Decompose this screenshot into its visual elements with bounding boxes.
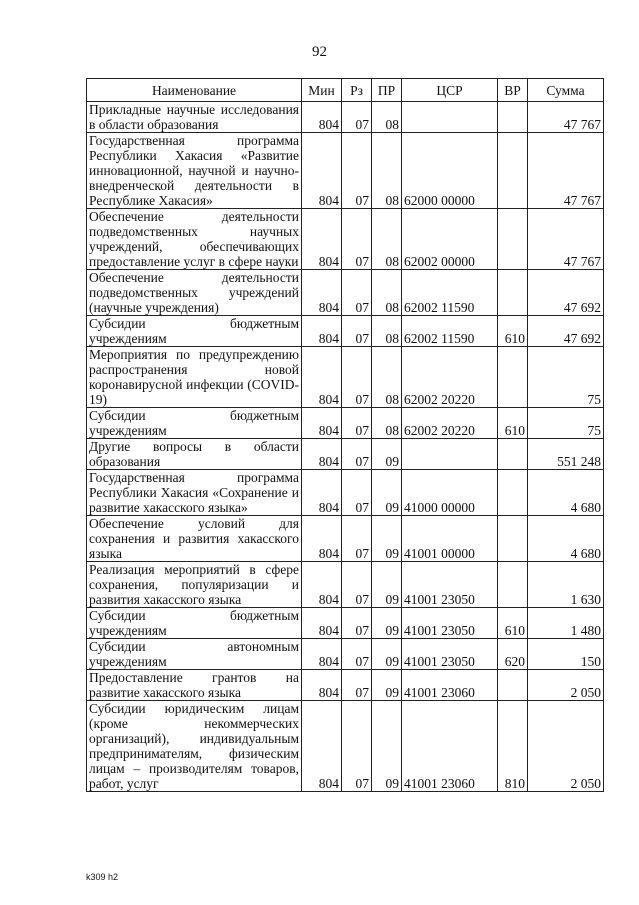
row-vr (498, 516, 528, 562)
row-min: 804 (302, 608, 342, 639)
table-row (87, 439, 604, 470)
row-vr (498, 270, 528, 316)
row-min: 804 (302, 470, 342, 516)
row-vr: 610 (498, 316, 528, 347)
row-csr: 62002 00000 (402, 209, 498, 270)
row-name: Предоставление грантов на развитие хакасского языка (87, 670, 302, 701)
row-pr: 09 (372, 562, 402, 608)
row-pr: 08 (372, 408, 402, 439)
row-pr: 09 (372, 639, 402, 670)
table-row (87, 608, 604, 639)
row-rz: 07 (342, 133, 372, 209)
row-name: Субсидии бюджетным учреждениям (87, 316, 302, 347)
row-name: Государственная программа Республики Хакасия «Развитие инновационной, научной и научно-внедренческой деятельности в Республике Хакасия» (87, 133, 302, 209)
row-rz: 07 (342, 347, 372, 408)
row-pr: 08 (372, 133, 402, 209)
table-row (87, 470, 604, 516)
row-sum: 47 767 (528, 133, 604, 209)
row-name: Субсидии автономным учреждениям (87, 639, 302, 670)
row-min: 804 (302, 562, 342, 608)
row-sum: 4 680 (528, 470, 604, 516)
row-csr: 62002 20220 (402, 347, 498, 408)
row-csr: 62002 11590 (402, 316, 498, 347)
row-rz: 07 (342, 439, 372, 470)
row-rz: 07 (342, 516, 372, 562)
table-row (87, 639, 604, 670)
row-vr (498, 102, 528, 133)
row-sum: 47 767 (528, 209, 604, 270)
row-name: Прикладные научные исследования в области образования (87, 102, 302, 133)
row-sum: 150 (528, 639, 604, 670)
row-rz: 07 (342, 701, 372, 792)
row-pr: 08 (372, 209, 402, 270)
row-rz: 07 (342, 270, 372, 316)
row-pr: 09 (372, 608, 402, 639)
row-sum: 4 680 (528, 516, 604, 562)
row-pr: 08 (372, 270, 402, 316)
row-csr: 62000 00000 (402, 133, 498, 209)
table-header-row (87, 79, 604, 102)
table-row (87, 316, 604, 347)
row-rz: 07 (342, 209, 372, 270)
row-pr: 08 (372, 347, 402, 408)
row-rz: 07 (342, 562, 372, 608)
row-csr: 62002 11590 (402, 270, 498, 316)
row-csr: 41001 23060 (402, 670, 498, 701)
table-row (87, 270, 604, 316)
row-min: 804 (302, 516, 342, 562)
row-min: 804 (302, 408, 342, 439)
row-rz: 07 (342, 670, 372, 701)
row-min: 804 (302, 102, 342, 133)
row-sum: 1 480 (528, 608, 604, 639)
row-sum: 75 (528, 408, 604, 439)
row-csr: 41001 00000 (402, 516, 498, 562)
row-vr: 610 (498, 608, 528, 639)
table-row (87, 562, 604, 608)
row-name: Субсидии бюджетным учреждениям (87, 608, 302, 639)
row-min: 804 (302, 639, 342, 670)
row-csr: 41001 23050 (402, 608, 498, 639)
table-row (87, 102, 604, 133)
row-rz: 07 (342, 470, 372, 516)
table-row (87, 516, 604, 562)
table-row (87, 408, 604, 439)
row-csr: 41001 23050 (402, 639, 498, 670)
row-sum: 47 692 (528, 316, 604, 347)
row-csr (402, 439, 498, 470)
row-vr (498, 670, 528, 701)
row-vr (498, 133, 528, 209)
row-pr: 08 (372, 316, 402, 347)
row-vr (498, 439, 528, 470)
row-min: 804 (302, 133, 342, 209)
row-name: Другие вопросы в области образования (87, 439, 302, 470)
row-sum: 47 767 (528, 102, 604, 133)
row-name: Государственная программа Республики Хакасия «Сохранение и развитие хакасского языка» (87, 470, 302, 516)
row-pr: 09 (372, 470, 402, 516)
column-header-pr: ПР (372, 79, 402, 102)
row-rz: 07 (342, 639, 372, 670)
row-vr: 610 (498, 408, 528, 439)
table-row (87, 209, 604, 270)
row-rz: 07 (342, 408, 372, 439)
column-header-min: Мин (302, 79, 342, 102)
row-name: Мероприятия по предупреждению распространения новой коронавирусной инфекции (COVID-19) (87, 347, 302, 408)
row-csr: 62002 20220 (402, 408, 498, 439)
row-min: 804 (302, 270, 342, 316)
row-min: 804 (302, 670, 342, 701)
row-csr: 41000 00000 (402, 470, 498, 516)
row-min: 804 (302, 347, 342, 408)
row-name: Реализация мероприятий в сфере сохранения, популяризации и развития хакасского языка (87, 562, 302, 608)
row-vr (498, 562, 528, 608)
row-min: 804 (302, 316, 342, 347)
table-row (87, 670, 604, 701)
row-pr: 09 (372, 701, 402, 792)
row-pr: 08 (372, 102, 402, 133)
column-header-rz: Рз (342, 79, 372, 102)
row-name: Обеспечение деятельности подведомственных учреждений (научные учреждения) (87, 270, 302, 316)
row-rz: 07 (342, 608, 372, 639)
row-sum: 47 692 (528, 270, 604, 316)
budget-table (86, 78, 604, 792)
row-vr: 620 (498, 639, 528, 670)
row-pr: 09 (372, 516, 402, 562)
row-pr: 09 (372, 670, 402, 701)
row-name: Субсидии бюджетным учреждениям (87, 408, 302, 439)
footer-code: k309 h2 (86, 872, 119, 882)
column-header-vr: ВР (498, 79, 528, 102)
table-row (87, 133, 604, 209)
row-rz: 07 (342, 102, 372, 133)
column-header-name: Наименование (87, 79, 302, 102)
row-sum: 2 050 (528, 670, 604, 701)
row-sum: 1 630 (528, 562, 604, 608)
column-header-csr: ЦСР (402, 79, 498, 102)
row-min: 804 (302, 209, 342, 270)
row-name: Обеспечение условий для сохранения и развития хакасского языка (87, 516, 302, 562)
row-min: 804 (302, 439, 342, 470)
row-min: 804 (302, 701, 342, 792)
row-csr: 41001 23060 (402, 701, 498, 792)
row-name: Обеспечение деятельности подведомственных научных учреждений, обеспечивающих предоставление услуг в сфере науки (87, 209, 302, 270)
table-row (87, 701, 604, 792)
row-sum: 2 050 (528, 701, 604, 792)
row-vr: 810 (498, 701, 528, 792)
row-vr (498, 209, 528, 270)
row-pr: 09 (372, 439, 402, 470)
row-vr (498, 347, 528, 408)
row-sum: 75 (528, 347, 604, 408)
row-csr (402, 102, 498, 133)
table-row (87, 347, 604, 408)
row-rz: 07 (342, 316, 372, 347)
page-number: 92 (312, 44, 327, 60)
row-name: Субсидии юридическим лицам (кроме некоммерческих организаций), индивидуальным предпринимателям, физическим лицам – производителям товаров, работ, услуг (87, 701, 302, 792)
column-header-sum: Сумма (528, 79, 604, 102)
row-sum: 551 248 (528, 439, 604, 470)
row-csr: 41001 23050 (402, 562, 498, 608)
row-vr (498, 470, 528, 516)
